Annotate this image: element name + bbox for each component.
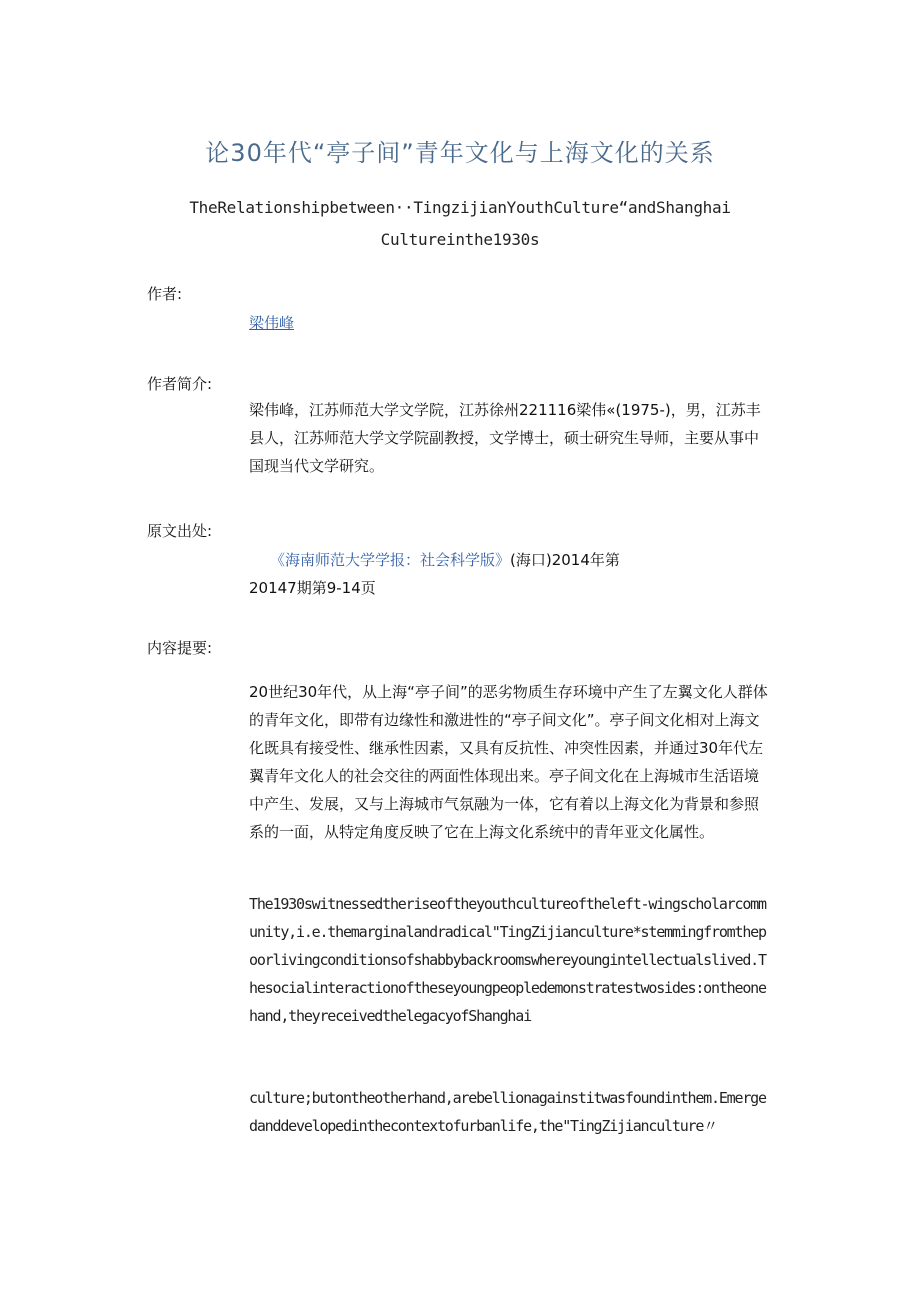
author-section [249,312,771,333]
abstract-chinese: 20世纪30年代，从上海“亭子间”的恶劣物质生存环境中产生了左翼文化人群体的青年文化，即带有边缘性和激进性的“亭子间文化”。亭子间文化相对上海文化既具有接受性、继承性因素，又具有反抗性、冲突性因素，并通过30年代左翼青年文化人的社会交往的两面性体现出来。亭子间文化在上海城市生活语境中产生、发展，又与上海城市气氛融为一体，它有着以上海文化为背景和参照系的一面，从特定角度反映了它在上海文化系统中的青年亚文化属性。 [249,683,768,841]
source-label: 原文出处: [147,522,213,540]
abstract-english-part-1: The1930switnessedtheriseoftheyouthcultureoftheleft-wingscholarcommunity,i.e.themarginalandradical"TingZijianculture*stemmingfromthepoorlivingconditionsofshabbybackroomswhereyoungintellectualslived.Thesocialinteractionoftheseyoungpeopledemonstratestwosides:ontheonehand,theyreceivedthelegacyofShanghai [249,895,766,1025]
author-label: 作者: [147,285,183,303]
author-link[interactable]: 梁伟峰 [249,314,295,332]
source-issue: 20147期第9-14页 [249,579,376,597]
source-journal-link[interactable]: 《海南师范大学学报：社会科学版》 [270,551,511,569]
bio-text: 梁伟峰，江苏师范大学文学院，江苏徐州221116梁伟«(1975-)，男，江苏丰县人，江苏师范大学文学院副教授，文学博士，硕士研究生导师，主要从事中国现当代文学研究。 [249,401,761,475]
source-location: (海口)2014年第 [510,551,620,569]
page-title: 论30年代“亭子间”青年文化与上海文化的关系 [205,139,715,167]
abstract-label: 内容提要: [147,639,213,657]
source-section [270,546,770,574]
abstract-english-part-2: culture;butontheotherhand,arebellionagainstitwasfoundinthem.Emergedanddevelopedinthecontextofurbanlife,the"TingZijianculture〃 [249,1089,766,1135]
english-title-line-1: TheRelationshipbetween··TingzijianYouthCulture“andShanghai [189,198,731,217]
english-title-line-2: Cultureinthe1930s [380,230,540,249]
bio-label: 作者简介: [147,375,213,393]
